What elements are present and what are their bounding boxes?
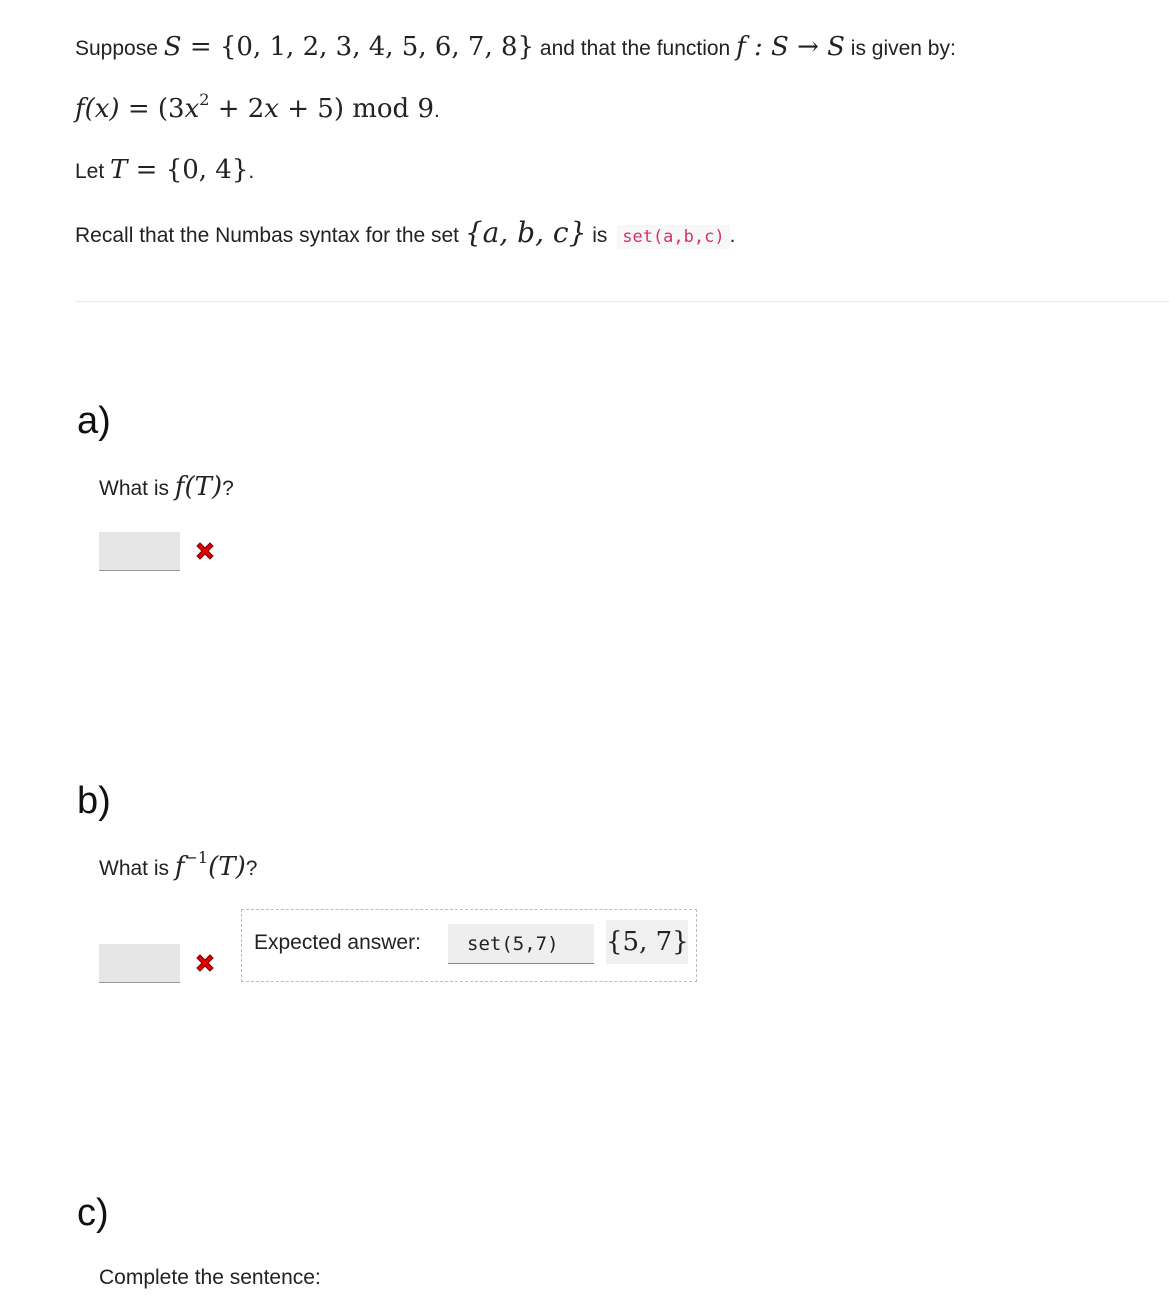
intro-text: is given by: [844,37,956,60]
intro-line-1 [75,32,956,62]
part-a-label: a) [77,400,111,442]
math-equals: = [181,32,220,62]
math-set-s: {0, 1, 2, 3, 4, 5, 6, 7, 8} [219,32,535,62]
prompt-text: What is [99,857,175,880]
prompt-text: ? [245,857,258,880]
code-snippet: set(a,b,c) [617,225,729,249]
intro-text: . [248,160,255,183]
math-fx: f(x) [75,94,120,124]
intro-text: and that the function [534,37,737,60]
intro-text: Recall that the Numbas syntax for the set [75,224,465,247]
part-a-answer-input[interactable] [99,532,180,571]
math-x: x [264,94,279,124]
cross-icon [194,952,216,974]
part-c-prompt [99,1266,321,1290]
math-f-of-t: f(T) [174,472,223,502]
expected-answer-panel [241,909,697,982]
math-f: f [174,852,185,882]
math-expression: + 2 [209,94,265,124]
math-s: S [163,32,182,62]
math-exponent: 2 [199,90,210,109]
part-b-prompt [99,848,258,882]
intro-text: Suppose [75,37,164,60]
expected-answer-code: set(5,7) [448,924,594,964]
intro-text: Let [75,160,111,183]
expected-answer-label: Expected answer: [254,931,421,954]
part-c-label: c) [77,1192,109,1234]
prompt-text: ? [222,477,234,500]
math-expression: + 5) mod 9 [278,94,434,124]
intro-line-3 [75,155,254,185]
intro-text: . [729,224,736,247]
cross-icon [194,540,216,562]
math-of-t: (T) [208,852,246,882]
math-expression: = (3 [119,94,185,124]
intro-text: . [434,99,440,122]
prompt-text: Complete the sentence: [99,1266,321,1289]
section-divider [75,301,1169,302]
math-x: x [184,94,200,124]
part-a-prompt [99,472,234,502]
math-t: T [110,155,128,185]
intro-text: is [586,224,614,247]
intro-line-4 [75,216,735,249]
math-inverse-exponent: −1 [184,848,209,867]
part-b-answer-input[interactable] [99,944,180,983]
math-set-t: = {0, 4} [127,155,249,185]
intro-line-2 [75,90,440,124]
expected-answer-rendered: {5, 7} [606,920,688,964]
prompt-text: What is [99,477,175,500]
part-b-label: b) [77,780,111,822]
math-function-signature: f : S → S [736,32,845,62]
math-set-abc: {a, b, c} [464,216,587,249]
